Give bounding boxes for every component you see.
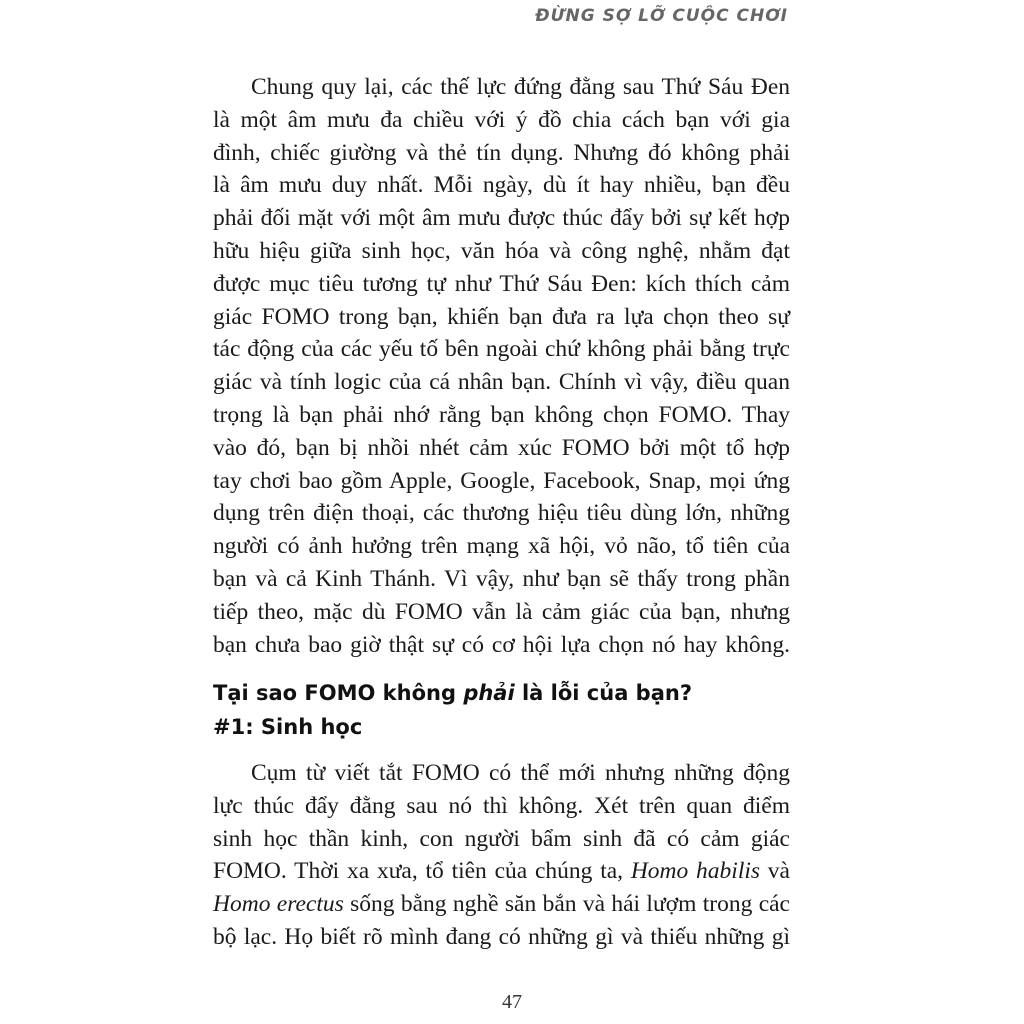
text-line: tay chơi bao gồm Apple, Google, Facebook, Snap, mọi ứng xyxy=(213,467,790,494)
text-line xyxy=(213,888,790,921)
text-run: sống bằng nghề săn bắn và hái lượm trong các xyxy=(343,891,790,918)
text-line: bạn chưa bao giờ thật sự có cơ hội lựa chọn nó hay không. xyxy=(213,631,790,658)
text-line: người có ảnh hưởng trên mạng xã hội, vỏ não, tổ tiên của xyxy=(213,533,790,560)
paragraph-2 xyxy=(213,757,790,954)
text-line: lực thúc đẩy đằng sau nó thì không. Xét trên quan điểm xyxy=(213,792,790,819)
text-line: sinh học thần kinh, con người bẩm sinh đã có cảm giác xyxy=(213,825,790,852)
text-line: bạn và cả Kinh Thánh. Vì vậy, như bạn sẽ thấy trong phần xyxy=(213,565,790,592)
subsection-heading: #1: Sinh học xyxy=(213,715,363,739)
text-line: tác động của các yếu tố bên ngoài chứ không phải bằng trực xyxy=(213,336,790,363)
heading-text: là lỗi của bạn? xyxy=(514,681,693,705)
text-line: dụng trên điện thoại, các thương hiệu tiêu dùng lớn, những xyxy=(213,500,790,527)
species-name: Homo habilis xyxy=(630,858,761,885)
text-run: FOMO. Thời xa xưa, tổ tiên của chúng ta, xyxy=(213,858,631,885)
text-line: giác và tính logic của cá nhân bạn. Chính vì vậy, điều quan xyxy=(213,369,790,396)
paragraph-1 xyxy=(213,71,790,661)
text-run: và xyxy=(760,858,790,885)
text-line: bộ lạc. Họ biết rõ mình đang có những gì và thiếu những gì xyxy=(213,923,790,950)
text-line: Cụm từ viết tắt FOMO có thể mới nhưng những động xyxy=(251,760,790,786)
text-line: giác FOMO trong bạn, khiến bạn đưa ra lựa chọn theo sự xyxy=(213,303,790,330)
text-line: trọng là bạn phải nhớ rằng bạn không chọn FOMO. Thay xyxy=(213,401,790,428)
species-name: Homo erectus xyxy=(213,891,344,918)
text-line: tiếp theo, mặc dù FOMO vẫn là cảm giác của bạn, nhưng xyxy=(213,598,790,625)
heading-emphasis: phải xyxy=(463,681,515,705)
text-line xyxy=(213,855,790,888)
page-number: 47 xyxy=(502,991,522,1013)
running-head: ĐỪNG SỢ LỠ CUỘC CHƠI xyxy=(535,6,788,26)
section-heading xyxy=(213,676,692,710)
text-line: vào đó, bạn bị nhồi nhét cảm xúc FOMO bởi một tổ hợp xyxy=(213,434,790,461)
text-line: Chung quy lại, các thế lực đứng đằng sau Thứ Sáu Đen xyxy=(251,74,790,100)
text-line: là một âm mưu đa chiều với ý đồ chia cách bạn với gia xyxy=(213,106,790,133)
text-line: đình, chiếc giường và thẻ tín dụng. Nhưng đó không phải xyxy=(213,139,790,166)
text-line: là âm mưu duy nhất. Mỗi ngày, dù ít hay nhiều, bạn đều xyxy=(213,172,790,199)
heading-text: Tại sao FOMO không xyxy=(213,681,464,705)
text-line: được mục tiêu tương tự như Thứ Sáu Đen: kích thích cảm xyxy=(213,270,790,297)
text-line: phải đối mặt với một âm mưu được thúc đẩy bởi sự kết hợp xyxy=(213,205,790,232)
text-line: hữu hiệu giữa sinh học, văn hóa và công nghệ, nhằm đạt xyxy=(213,237,790,264)
